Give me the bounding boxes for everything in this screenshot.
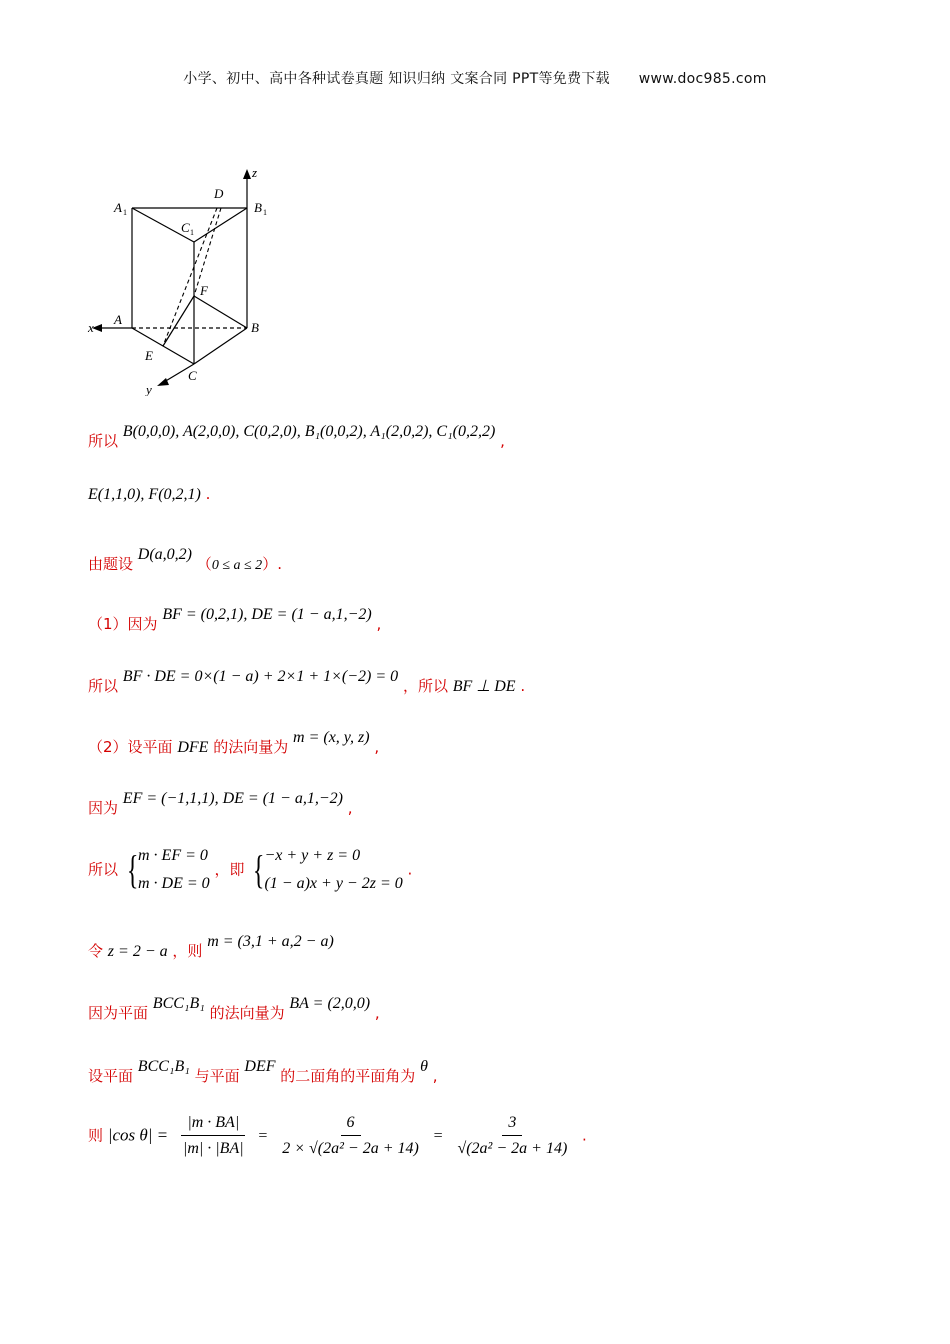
math-plane-bcc1b1: BCC₁B₁ — [137, 1058, 190, 1075]
text-prefix: （1）因为 — [88, 615, 158, 633]
solution-line-10 — [88, 995, 380, 1023]
math-dot-product: BF · DE = 0×(1 − a) + 2×1 + 1×(−2) = 0 — [122, 668, 399, 685]
math-vector-ba: BA = (2,0,0) — [289, 995, 371, 1012]
fraction-1 — [177, 1114, 250, 1158]
text-prefix: 因为平面 — [88, 1004, 149, 1022]
text-mid: 与平面 — [194, 1067, 240, 1085]
fraction-2 — [276, 1114, 425, 1158]
equals-sign: = — [433, 1127, 443, 1145]
label-F: F — [200, 283, 208, 298]
text-suffix: , — [374, 738, 380, 756]
math-z-value: z = 2 − a — [107, 943, 168, 960]
solution-line-2 — [88, 485, 210, 504]
fraction-1-denominator: |m| · |BA| — [182, 1140, 244, 1157]
label-D: D — [214, 186, 224, 201]
fraction-3 — [451, 1114, 573, 1158]
math-plane-bcc1b1: BCC₁B₁ — [152, 995, 205, 1012]
prism-figure — [84, 164, 284, 396]
text-mid: ，所以 — [402, 677, 448, 695]
label-C1-sub: 1 — [190, 228, 194, 237]
text-prefix: 设平面 — [88, 1067, 134, 1085]
math-plane: DFE — [177, 739, 209, 756]
math-normal-m: m = (3,1 + a,2 − a) — [207, 933, 334, 950]
solution-line-5 — [88, 668, 526, 696]
text-suffix: , — [500, 432, 505, 450]
text-prefix: 所以 — [88, 432, 119, 450]
solution-line-9 — [88, 933, 334, 961]
text-suffix: . — [407, 860, 413, 879]
fraction-1-numerator: |m · BA| — [181, 1114, 245, 1136]
label-C: C — [188, 368, 197, 383]
fraction-3-denominator: √(2a² − 2a + 14) — [457, 1140, 568, 1157]
solution-line-6 — [88, 729, 380, 757]
prism-diagram — [84, 164, 284, 396]
label-B: B — [251, 320, 259, 335]
text-prefix: 因为 — [88, 799, 119, 817]
math-theta: θ — [420, 1058, 428, 1075]
system-2-row-1: −x + y + z = 0 — [264, 847, 361, 864]
label-C1: C — [181, 220, 190, 235]
math-cos-theta: |cos θ| = — [107, 1125, 169, 1145]
text-suffix: . — [205, 485, 211, 503]
label-E: E — [145, 348, 153, 363]
system-2-row-2: (1 − a)x + y − 2z = 0 — [264, 875, 403, 892]
math-coordinates: B(0,0,0), A(2,0,0), C(0,2,0), B₁(0,0,2), A₁(2,0,2), C₁(0,2,2) — [122, 423, 496, 440]
label-x: x — [88, 320, 94, 335]
math-vectors: EF = (−1,1,1), DE = (1 − a,1,−2) — [122, 790, 343, 807]
math-normal-vector: m = (x, y, z) — [293, 729, 370, 746]
label-B1: B — [254, 200, 262, 215]
fraction-3-numerator: 3 — [502, 1114, 522, 1136]
math-perpendicular: BF ⊥ DE — [452, 678, 516, 695]
math-plane-def: DEF — [244, 1058, 276, 1075]
page-header — [0, 68, 950, 88]
solution-line-4 — [88, 606, 382, 634]
equation-system-1: { m · EF = 0 m · DE = 0 — [123, 842, 210, 898]
text-prefix: 令 — [88, 942, 104, 960]
header-text: 小学、初中、高中各种试卷真题 知识归纳 文案合同 PPT等免费下载 — [183, 71, 610, 87]
text-paren-close: ）. — [262, 555, 282, 573]
solution-line-12 — [88, 1114, 587, 1158]
solution-line-3 — [88, 546, 282, 574]
math-coordinates-ef: E(1,1,0), F(0,2,1) — [88, 486, 201, 503]
text-mid-2: 的二面角的平面角为 — [280, 1067, 416, 1085]
label-A1: A — [114, 200, 122, 215]
solution-line-7 — [88, 790, 353, 818]
text-prefix: （2）设平面 — [88, 738, 173, 756]
text-mid: 的法向量为 — [213, 738, 289, 756]
equation-system-2: { −x + y + z = 0 (1 − a)x + y − 2z = 0 — [249, 842, 402, 898]
text-paren-open: （ — [196, 555, 212, 573]
solution-line-11 — [88, 1058, 438, 1086]
text-prefix: 所以 — [88, 677, 119, 695]
text-mid: 的法向量为 — [209, 1004, 285, 1022]
system-1-row-2: m · DE = 0 — [138, 875, 210, 892]
text-suffix: , — [376, 615, 382, 633]
text-suffix: , — [347, 799, 353, 817]
text-suffix: , — [432, 1067, 438, 1085]
label-B1-sub: 1 — [263, 208, 267, 217]
system-1-row-1: m · EF = 0 — [138, 847, 208, 864]
solution-line-8 — [88, 842, 412, 898]
label-y: y — [146, 382, 152, 396]
equals-sign: = — [258, 1127, 268, 1145]
text-prefix: 由题设 — [88, 555, 134, 573]
text-suffix: . — [582, 1126, 587, 1145]
fraction-2-numerator: 6 — [341, 1114, 361, 1136]
text-prefix: 则 — [88, 1126, 104, 1145]
text-suffix: . — [520, 677, 526, 695]
fraction-2-denominator: 2 × √(2a² − 2a + 14) — [282, 1140, 419, 1157]
label-A1-sub: 1 — [123, 208, 127, 217]
text-prefix: 所以 — [88, 860, 119, 879]
text-mid: ，则 — [172, 942, 203, 960]
label-z: z — [252, 165, 258, 180]
text-mid: ，即 — [214, 860, 245, 879]
solution-line-1 — [88, 423, 505, 451]
math-point-d: D(a,0,2) — [137, 546, 193, 563]
header-site: www.doc985.com — [638, 71, 767, 87]
math-condition: 0 ≤ a ≤ 2 — [211, 558, 263, 573]
math-vectors: BF = (0,2,1), DE = (1 − a,1,−2) — [162, 606, 372, 623]
label-A: A — [114, 312, 122, 327]
text-suffix: , — [374, 1004, 380, 1022]
